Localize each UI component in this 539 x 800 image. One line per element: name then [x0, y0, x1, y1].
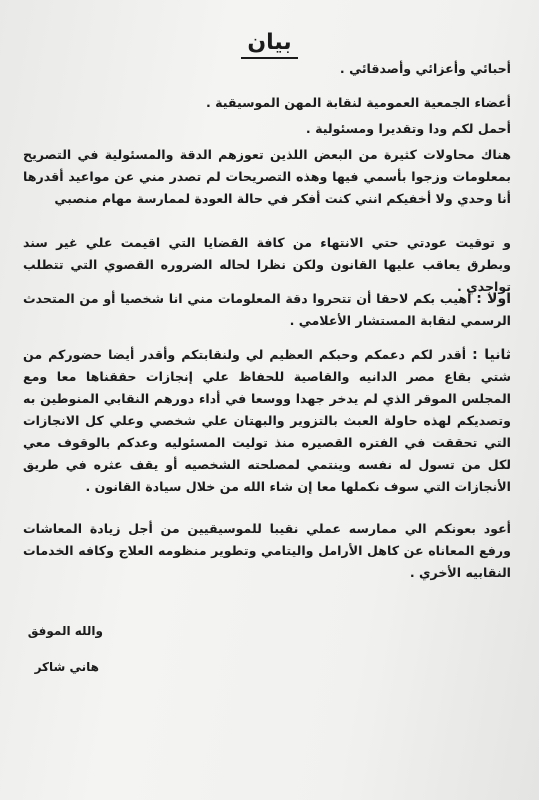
document-title-text: بيان [241, 30, 297, 59]
point-1-text: أهيب بكم لاحقا أن تتحروا دقة المعلومات مني انا شخصيا أو من المتحدث الرسمي لنقابة المستشار الأعلامي . [23, 291, 511, 328]
point-2 [23, 344, 511, 498]
point-1 [23, 288, 511, 332]
point-2-label: ثانيا : [472, 347, 512, 363]
document-title [0, 30, 539, 59]
salutation-line-3: أحمل لكم ودا وتقديرا ومسئولية . [305, 121, 511, 136]
paragraph-1: هناك محاولات كثيرة من البعض اللذين تعوزهم الدقة والمسئولية في التصريح بمعلومات وزجوا بأسمي فيها وهذه التصريحات لم تصدر مني عن مواعيد أقدرها أنا وحدي ولا أخفيكم انني كنت أفكر في حالة العودة لممارسة مهام منصبي [23, 147, 511, 206]
signature-name: هاني شاكر [34, 660, 99, 674]
point-2-text: أقدر لكم دعمكم وحبكم العظيم لي ولنقابتكم وأقدر أيضا حضوركم من شتي بقاع مصر الدانيه والقاصية للحفاظ علي إنجازات حققناها معا ومع المجلس الموقر الذي لم يدخر جهدا ووسعا في أداء دورهم النقابي المنوطين به وتصديكم لهذه حاولة العبث بالتزوير والبهتان علي شخصي وعلي كل الانجازات التي تحققت في الفتره القصيره منذ توليت المسئوليه وعدكم بالوقوف معي لكل من تسول له نفسه وينتمي لمصلحته الشخصيه أو يقف عثره في طريق الأنجازات التي سوف نكملها معا إن شاء الله من خلال سيادة القانون . [23, 347, 511, 494]
point-1-label: اولا : [476, 291, 511, 307]
salutation-line-2: أعضاء الجمعية العمومية لنقابة المهن الموسيقية . [205, 95, 511, 110]
paragraph-3: أعود بعونكم الي ممارسه عملي نقيبا للموسيقيين من أجل زيادة المعاشات ورفع المعاناه عن كاهل الأرامل واليتامي وتطوير منظومه العلاج وكافه الخدمات النقابيه الأخري . [23, 521, 511, 580]
closing-text: والله الموفق [27, 624, 103, 638]
salutation-line-1: أحبائي وأعزائي وأصدقائي . [339, 61, 511, 76]
paragraph-2: و توقيت عودتي حتي الانتهاء من كافة القضايا التي اقيمت علي غير سند وبطرق يعاقب عليها القانون ولكن نظرا لحاله الضروره القصوي التي تتطلب تواجدي . [23, 235, 511, 294]
